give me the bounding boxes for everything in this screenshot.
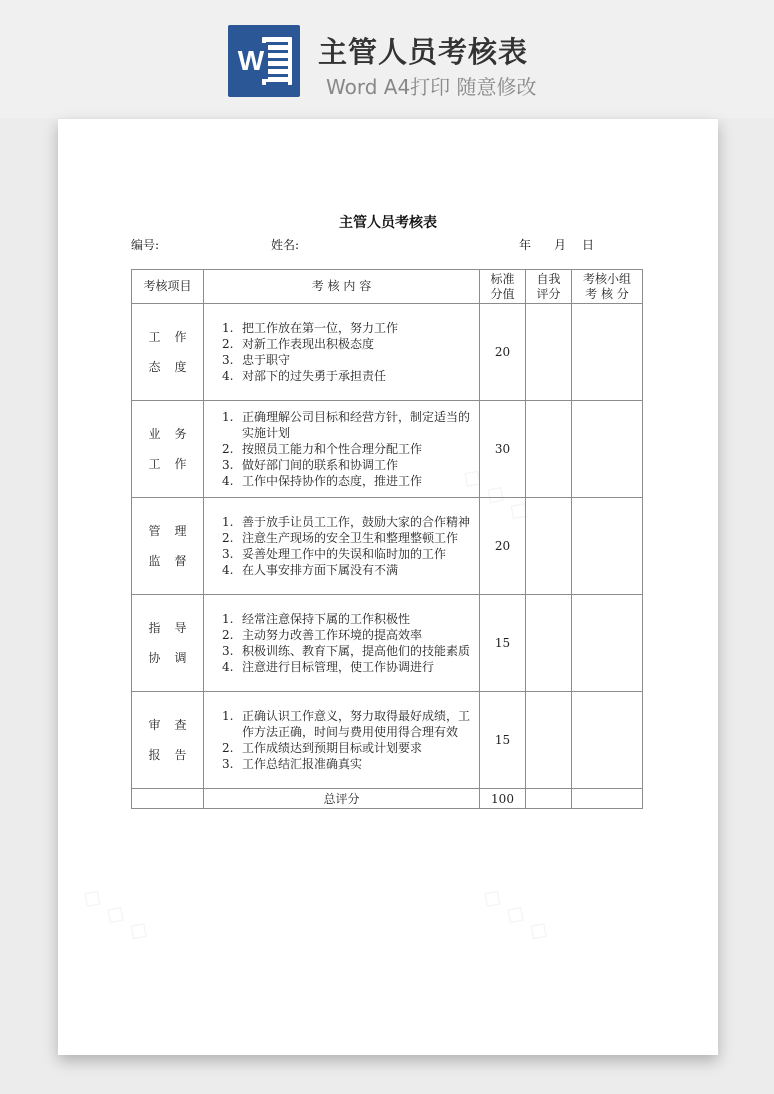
list-item: 1. 正确认识工作意义，努力取得最好成绩，工作方法正确，时间与费用使用得合理有效 — [222, 709, 471, 739]
self-score-cell[interactable] — [526, 401, 572, 498]
month-label: 月 — [554, 238, 567, 252]
word-app-icon — [228, 25, 300, 97]
year-label: 年 — [519, 238, 532, 252]
document-page — [58, 119, 718, 1055]
content-cell — [204, 595, 480, 692]
total-label: 总评分 — [204, 789, 480, 809]
list-item: 1. 经常注意保持下属的工作积极性 — [222, 612, 411, 626]
total-score: 100 — [480, 789, 526, 809]
header-standard: 标准 分值 — [480, 270, 526, 304]
header-content: 考 核 内 容 — [204, 270, 480, 304]
watermark: ◇ ◇ ◇ — [476, 879, 557, 949]
list-item: 1. 正确理解公司目标和经营方针，制定适当的实施计划 — [222, 410, 471, 440]
table-row — [132, 595, 643, 692]
item-cell: 工 作 态 度 — [132, 304, 204, 401]
list-item: 2. 主动努力改善工作环境的提高效率 — [222, 628, 423, 642]
standard-score: 15 — [480, 692, 526, 789]
list-item: 3. 工作总结汇报准确真实 — [222, 757, 363, 771]
standard-score: 15 — [480, 595, 526, 692]
banner-subtitle: Word A4打印 随意修改 — [326, 75, 537, 99]
list-item: 4. 工作中保持协作的态度，推进工作 — [222, 474, 423, 488]
item-cell: 审 查 报 告 — [132, 692, 204, 789]
content-cell — [204, 304, 480, 401]
content-cell — [204, 692, 480, 789]
item-cell: 业 务 工 作 — [132, 401, 204, 498]
table-header-row — [132, 270, 643, 304]
item-cell: 管 理 监 督 — [132, 498, 204, 595]
item-cell: 指 导 协 调 — [132, 595, 204, 692]
total-row — [132, 789, 643, 809]
self-score-cell[interactable] — [526, 595, 572, 692]
group-score-cell[interactable] — [572, 692, 643, 789]
list-item: 4. 注意进行目标管理，使工作协调进行 — [222, 660, 435, 674]
list-item: 2. 按照员工能力和个性合理分配工作 — [222, 442, 423, 456]
list-item: 2. 工作成绩达到预期目标或计划要求 — [222, 741, 423, 755]
table-row — [132, 692, 643, 789]
code-label: 编号: — [131, 238, 160, 252]
list-item: 1. 把工作放在第一位，努力工作 — [222, 321, 399, 335]
name-label: 姓名: — [271, 238, 300, 252]
content-cell — [204, 498, 480, 595]
document-title: 主管人员考核表 — [339, 215, 437, 231]
list-item: 3. 积极训练、教育下属，提高他们的技能素质 — [222, 644, 471, 658]
day-label: 日 — [582, 238, 595, 252]
group-score-cell[interactable] — [572, 498, 643, 595]
watermark: ◇ ◇ ◇ — [76, 879, 157, 949]
table-row — [132, 304, 643, 401]
list-item: 3. 忠于职守 — [222, 353, 291, 367]
group-score-cell[interactable] — [572, 304, 643, 401]
table-row — [132, 498, 643, 595]
list-item: 3. 妥善处理工作中的失误和临时加的工作 — [222, 547, 447, 561]
table-row — [132, 401, 643, 498]
banner-title: 主管人员考核表 — [318, 35, 529, 69]
content-cell — [204, 401, 480, 498]
watermark: ◇ ◇ ◇ — [456, 459, 537, 529]
list-item: 1. 善于放手让员工工作，鼓励大家的合作精神 — [222, 515, 471, 529]
list-item: 4. 在人事安排方面下属没有不满 — [222, 563, 399, 577]
assessment-table — [131, 269, 643, 809]
header-group: 考核小组 考 核 分 — [572, 270, 643, 304]
total-group-cell[interactable] — [572, 789, 643, 809]
total-self-cell[interactable] — [526, 789, 572, 809]
list-item: 3. 做好部门间的联系和协调工作 — [222, 458, 399, 472]
list-item: 2. 注意生产现场的安全卫生和整理整顿工作 — [222, 531, 459, 545]
word-letter-icon: W — [234, 43, 268, 79]
standard-score: 30 — [480, 401, 526, 498]
total-empty-cell — [132, 789, 204, 809]
standard-score: 20 — [480, 304, 526, 401]
self-score-cell[interactable] — [526, 692, 572, 789]
group-score-cell[interactable] — [572, 401, 643, 498]
self-score-cell[interactable] — [526, 304, 572, 401]
standard-score: 20 — [480, 498, 526, 595]
header-self: 自我 评分 — [526, 270, 572, 304]
header-item: 考核项目 — [132, 270, 204, 304]
list-item: 4. 对部下的过失勇于承担责任 — [222, 369, 387, 383]
self-score-cell[interactable] — [526, 498, 572, 595]
group-score-cell[interactable] — [572, 595, 643, 692]
header-banner — [0, 0, 774, 118]
list-item: 2. 对新工作表现出积极态度 — [222, 337, 375, 351]
